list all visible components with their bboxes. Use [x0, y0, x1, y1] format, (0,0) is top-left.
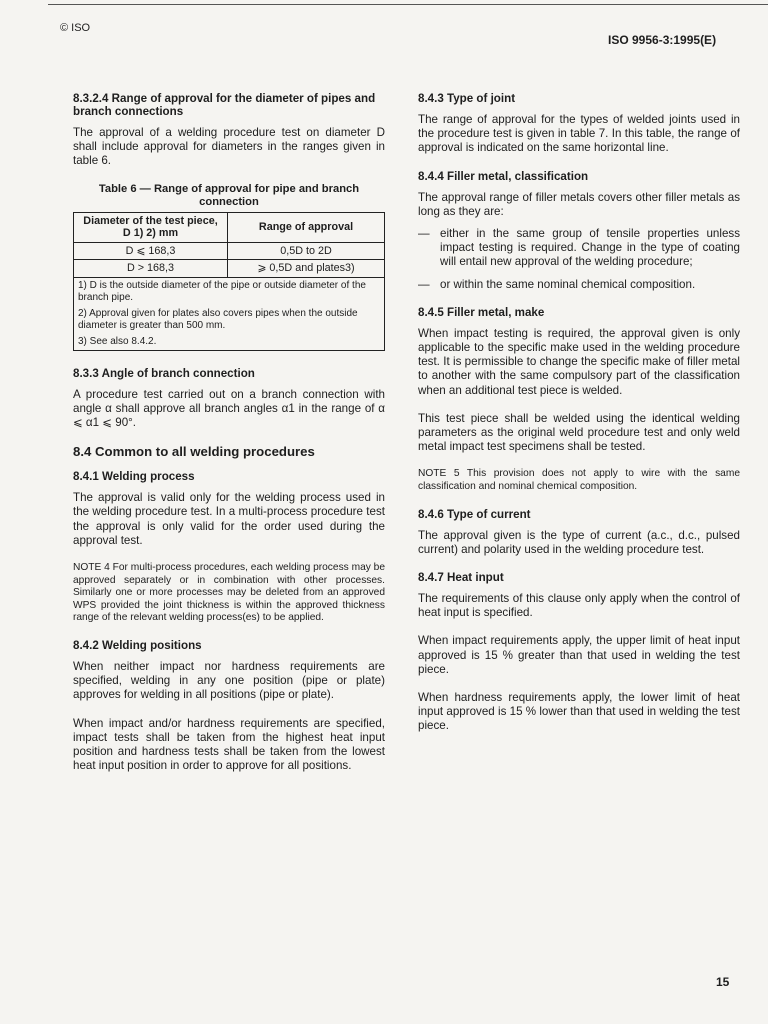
table-footnote: 3) See also 8.4.2. — [74, 334, 385, 351]
heading-8-4: 8.4 Common to all welding procedures — [73, 444, 315, 460]
table-footnote: 2) Approval given for plates also covers pipes when the outside diameter is greater than 500 mm. — [74, 306, 385, 334]
right-column — [418, 92, 740, 748]
table-footnote-row — [74, 306, 385, 334]
para-8-4-7-a: The requirements of this clause only apply when the control of heat input is specified. — [418, 592, 740, 620]
para-8-4-5-a: When impact testing is required, the approval given is only applicable to the specific make used in the welding procedure test. It is permissible to change the specific make of filler metal to another with the same compulsory part of the classification when an additional test piece is welded. — [418, 326, 740, 397]
heading-8-4-3: 8.4.3 Type of joint — [418, 92, 516, 105]
heading-8-4-5: 8.4.5 Filler metal, make — [418, 305, 545, 319]
cell-diameter: D ⩽ 168,3 — [74, 242, 228, 260]
para-8-3-2-4: The approval of a welding procedure test on diameter D shall include approval for diameters in the ranges given in table 6. — [73, 126, 385, 168]
table-footnote-row — [74, 277, 385, 306]
heading-8-4-6: 8.4.6 Type of current — [418, 507, 531, 521]
para-8-4-2-b: When impact and/or hardness requirements are specified, impact tests shall be taken from the highest heat input position and hardness tests shall be taken from the lowest heat input position in order to approve for all positions. — [73, 716, 385, 773]
cell-diameter: D > 168,3 — [74, 260, 228, 278]
page-number: 15 — [716, 975, 730, 989]
filler-metal-list — [418, 227, 740, 292]
para-8-4-2-a: When neither impact nor hardness requirements are specified, welding in any one position (pipe or plate) approves for welding in all positions (pipe or plate). — [73, 660, 385, 702]
note-4: NOTE 4 For multi-process procedures, each welding process may be approved separately or in combination with other processes. Similarly one or more processes may be deleted from an approved WPS provided the joint thickness is within the approved thickness range of the relevant welding process(es) to be applied. — [73, 562, 385, 624]
cell-range: ⩾ 0,5D and plates3) — [228, 260, 385, 278]
cell-range: 0,5D to 2D — [228, 242, 385, 260]
table-6-caption: Table 6 — Range of approval for pipe and branch connection — [98, 182, 360, 208]
heading-8-3-2-4: 8.3.2.4 Range of approval for the diameter of pipes and branch connections — [73, 92, 376, 118]
table-row — [74, 260, 385, 278]
para-8-4-1: The approval is valid only for the welding process used in the welding procedure test. In a multi-process procedure test the approval is only valid for the order used during the approval test. — [73, 491, 385, 547]
para-8-3-3: A procedure test carried out on a branch connection with angle α shall approve all branch angles α1 in the range of α ⩽ α1 ⩽ 90°. — [73, 387, 385, 430]
header-copyright: © ISO — [60, 22, 91, 34]
heading-8-4-2: 8.4.2 Welding positions — [73, 639, 202, 652]
heading-8-4-1: 8.4.1 Welding process — [73, 470, 195, 484]
table-header-row — [74, 212, 385, 242]
table-row — [74, 242, 385, 260]
heading-8-4-4: 8.4.4 Filler metal, classification — [418, 169, 589, 183]
para-8-4-3: The range of approval for the types of welded joints used in the procedure test is given in table 7. In this table, the range of approval is indicated on the same horizontal line. — [418, 113, 740, 155]
table-6 — [73, 212, 385, 351]
top-rule — [48, 4, 768, 5]
heading-8-4-7: 8.4.7 Heat input — [418, 571, 504, 585]
note-5: NOTE 5 This provision does not apply to wire with the same classification and nominal chemical composition. — [418, 468, 740, 493]
table-footnote: 1) D is the outside diameter of the pipe or outside diameter of the branch pipe. — [74, 277, 385, 306]
list-item: — or within the same nominal chemical composition. — [418, 278, 740, 292]
table-footnote-row — [74, 334, 385, 351]
header-standard-number: ISO 9956-3:1995(E) — [608, 33, 717, 47]
header-diameter: Diameter of the test piece, D 1) 2) mm — [74, 212, 228, 242]
para-8-4-4-intro: The approval range of filler metals covers other filler metals as long as they are: — [418, 190, 740, 218]
heading-8-3-3: 8.3.3 Angle of branch connection — [73, 366, 255, 380]
para-8-4-5-b: This test piece shall be welded using the identical welding parameters as the original weld procedure test and only weld metal impact test specimens shall be tested. — [418, 411, 740, 454]
para-8-4-7-b: When impact requirements apply, the upper limit of heat input approved is 15 % greater than that used in welding the test piece. — [418, 634, 740, 676]
para-8-4-7-c: When hardness requirements apply, the lower limit of heat input approved is 15 % lower than that used in welding the test piece. — [418, 691, 740, 733]
para-8-4-6: The approval given is the type of current (a.c., d.c., pulsed current) and polarity used in the welding procedure test. — [418, 528, 740, 556]
list-item: — either in the same group of tensile properties unless impact testing is required. Change in the type of coating will entail new approval of the welding procedure; — [418, 227, 740, 270]
left-column — [73, 92, 385, 787]
header-range-of-approval: Range of approval — [228, 212, 385, 242]
